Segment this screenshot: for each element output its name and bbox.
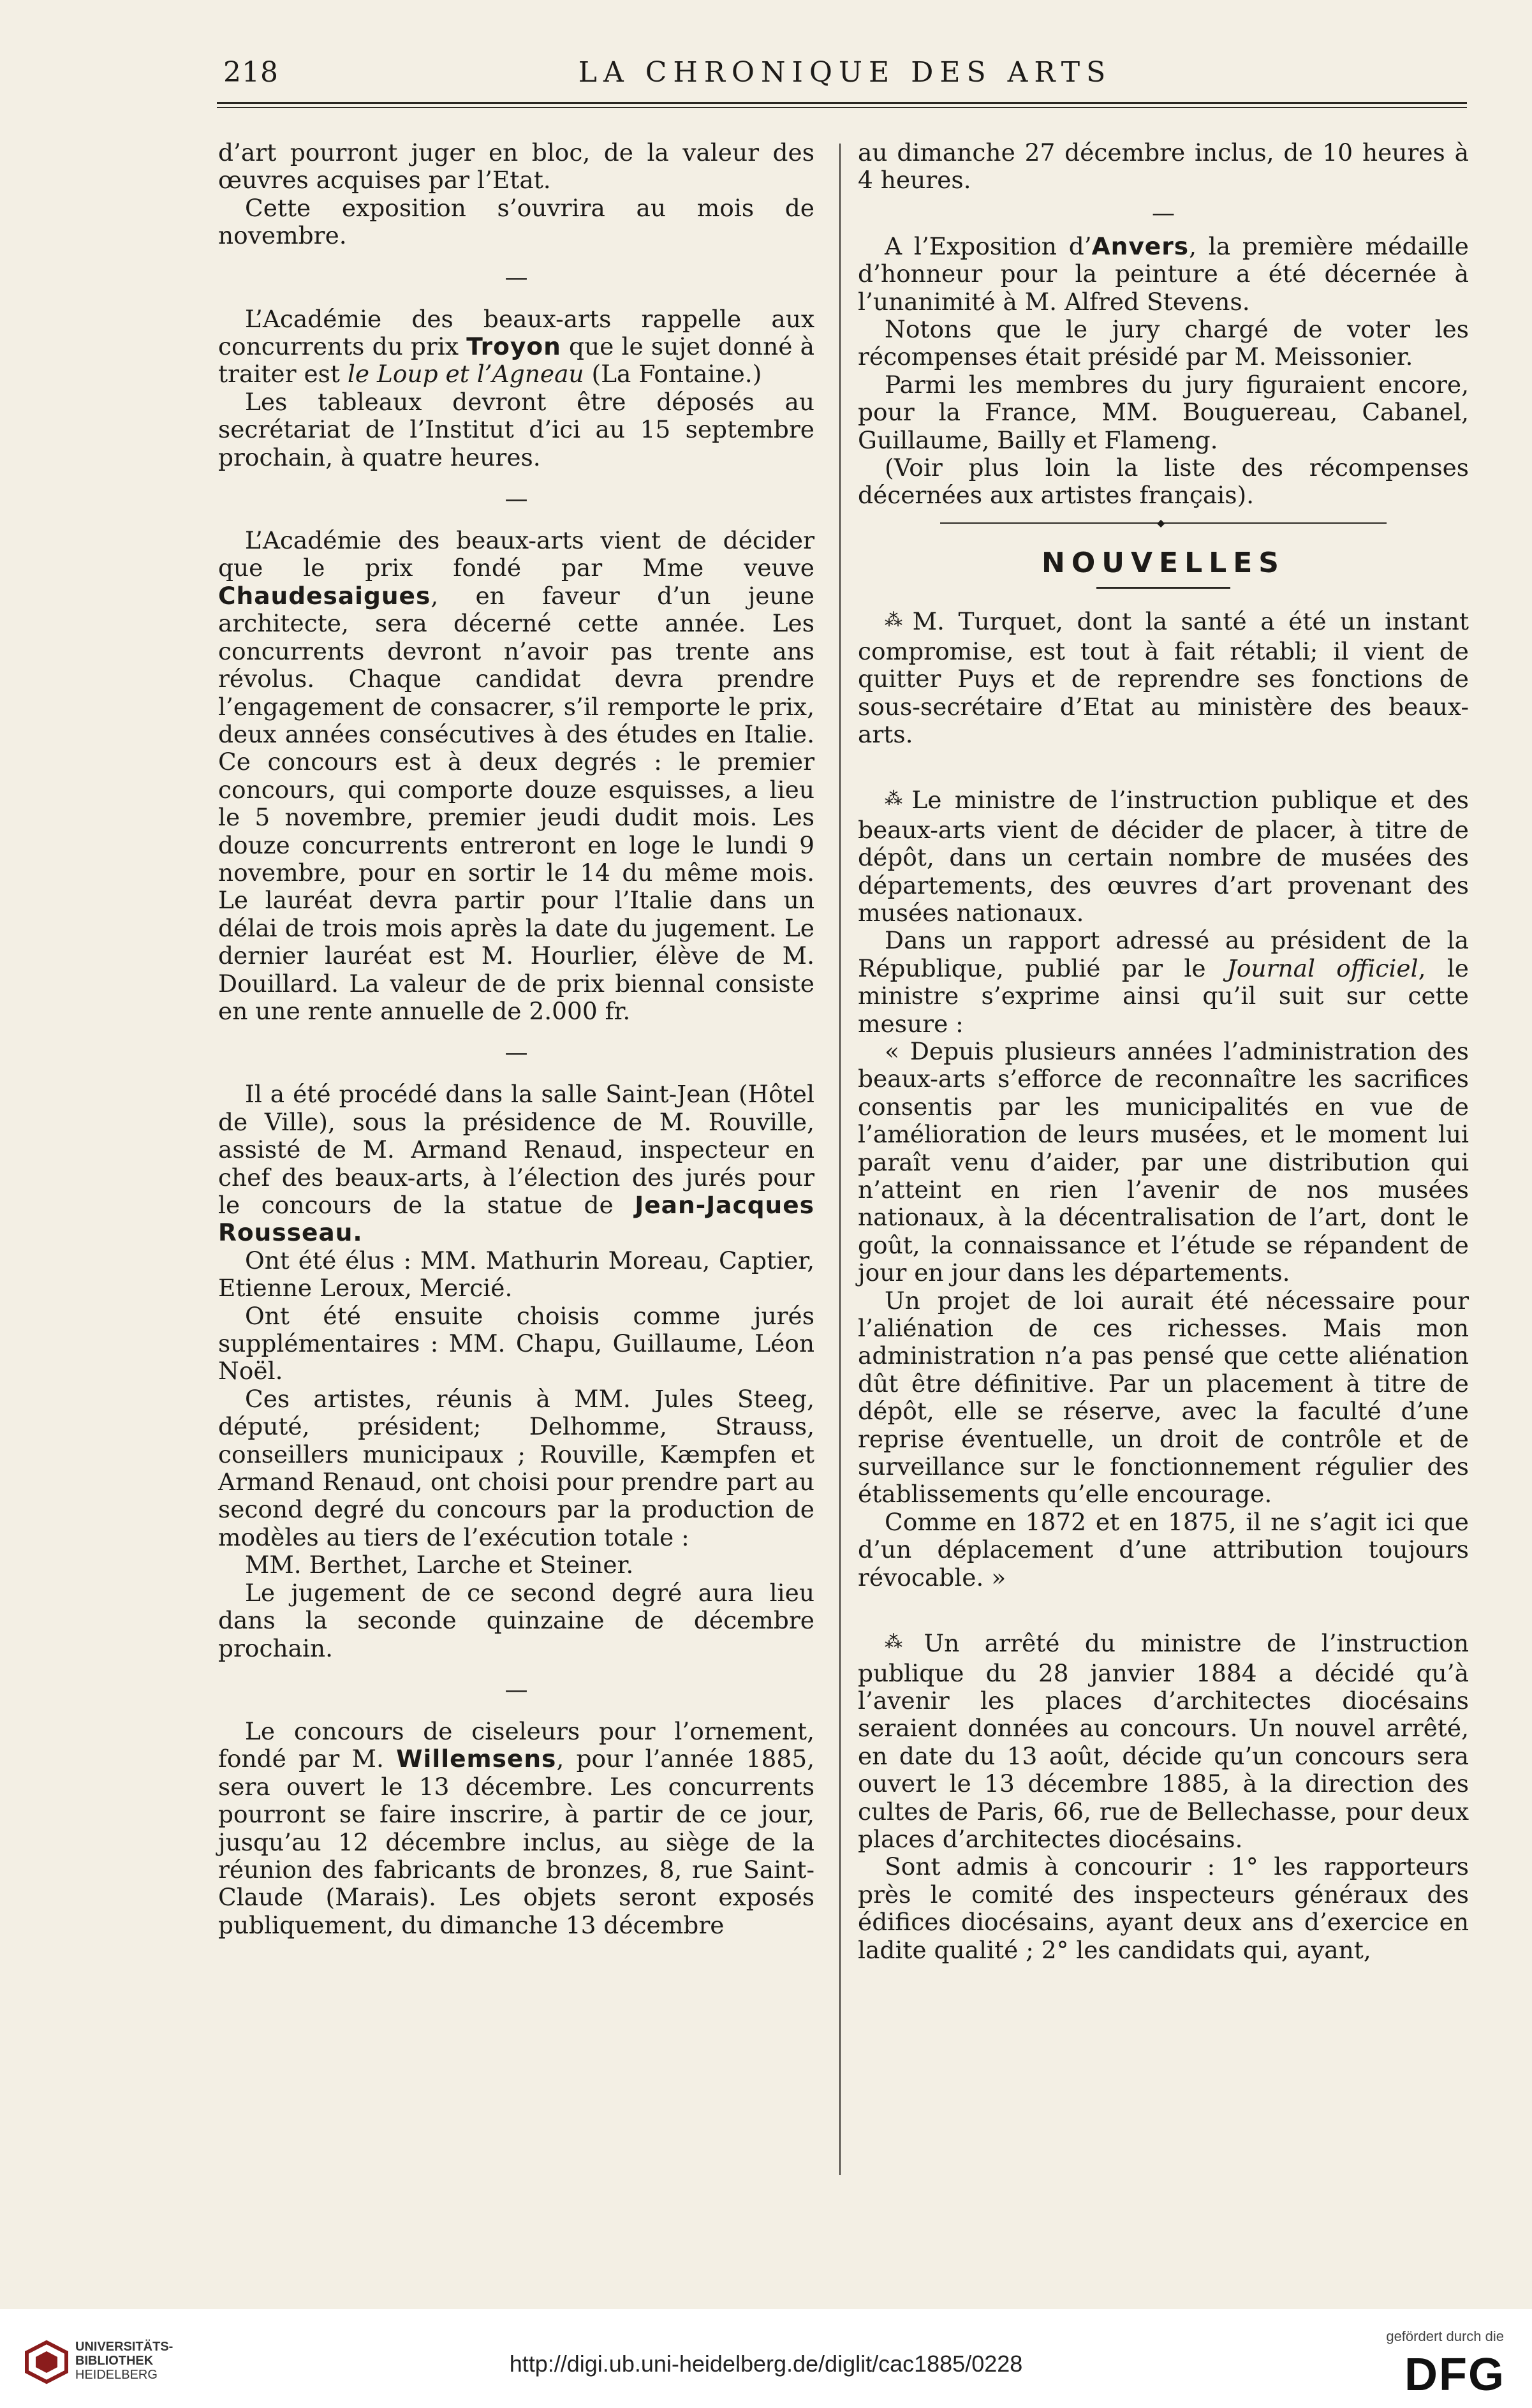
separator-dash: — [1152,200,1175,226]
source-url-link[interactable]: http://digi.ub.uni-heidelberg.de/diglit/cac1885/0228 [509,2351,1023,2377]
left-column [218,139,814,1939]
news-item: ⁂ Un arrêté du ministre de l’instruction publique du 28 janvier 1884 a décidé qu’à l’avenir les places d’architectes diocésains seraient données au concours. Un nouvel arrêté, en date du 13 août, décide qu’un concours sera ouvert le 13 décembre 1885, à la direction des cultes de Paris, 66, rue de Bellechasse, pour deux places d’architectes diocésains. [858,1629,1469,1853]
funded-by-text: gefördert durch die [1386,2328,1504,2344]
spacer [858,1592,1469,1630]
diamond-icon: ◆ [1157,516,1165,529]
paragraph: Un projet de loi aurait été nécessaire pour l’aliénation de ces richesses. Mais mon administration n’a pas pensé que cette aliénation dût être définitive. Par un placement à titre de dépôt, elle se réserve, avec la faculté d’une reprise éventuelle, un droit de contrôle et de surveillance sur le fonctionnement régulier des établissements qu’elle encourage. [858,1286,1469,1509]
running-title: LA CHRONIQUE DES ARTS [578,56,1112,89]
paragraph: MM. Berthet, Larche et Steiner. [245,1551,634,1579]
separator-dash: — [505,1676,528,1703]
library-name: UNIVERSITÄTS- BIBLIOTHEK HEIDELBERG [75,2340,173,2382]
section-heading-block [858,516,1469,589]
paragraph: Les tableaux devront être déposés au secrétariat de l’Institut d’ici au 15 septembre prochain, à quatre heures. [218,387,814,471]
paragraph: Le jugement de ce second degré aura lieu dans la seconde quinzaine de décembre prochain. [218,1578,814,1662]
paragraph: L’Académie des beaux-arts rappelle aux concurrents du prix Troyon que le sujet donné à traiter est le Loup et l’Agneau (La Fontaine.) [218,304,814,388]
paragraph: A l’Exposition d’Anvers, la première médaille d’honneur pour la peinture a été décernée à l’unanimité à M. Alfred Stevens. [858,232,1469,316]
paragraph: L’Académie des beaux-arts vient de décider que le prix fondé par Mme veuve Chaudesaigues, en faveur d’un jeune architecte, sera décerné cette année. Les concurrents devront n’avoir pas trente ans révolus. Chaque candidat devra prendre l’engagement de consacrer, s’il remporte le prix, deux années consécutives à des études en Italie. Ce concours est à deux degrés : le premier concours, qui comporte douze esquisses, a lieu le 5 novembre, premier jeudi dudit mois. Les douze concurrents entreront en loge le lundi 9 novembre, pour en sortir le 14 du même mois. Le lauréat devra partir pour l’Italie dans un délai de trois mois après la date du jugement. Le dernier lauréat est M. Hourlier, élève de M. Douillard. La valeur de de prix biennal consiste en une rente annuelle de 2.000 fr. [218,526,814,1025]
header-rule [217,102,1467,104]
title-underline [1096,587,1230,589]
name-chaudesaigues: Chaudesaigues [218,581,431,610]
right-column [858,139,1469,1964]
dfg-logo: DFG [1404,2349,1505,2400]
paragraph: Ont été élus : MM. Mathurin Moreau, Captier, Etienne Leroux, Mercié. [218,1246,814,1303]
paragraph: Il a été procédé dans la salle Saint-Jean (Hôtel de Ville), sous la présidence de M. Rouville, assisté de M. Armand Renaud, inspecteur en chef des beaux-arts, à l’élection des jurés pour le concours de la statue de Jean-Jacques Rousseau. [218,1080,814,1247]
work-title: le Loup et l’Agneau [347,360,584,388]
section-title: NOUVELLES [1042,546,1285,579]
digitization-footer [0,2309,1532,2408]
paragraph: au dimanche 27 décembre inclus, de 10 heures à 4 heures. [858,138,1469,195]
paragraph: Le concours de ciseleurs pour l’ornement, fondé par M. Willemsens, pour l’année 1885, sera ouvert le 13 décembre. Les concurrents pourront se faire inscrire, à partir de ce jour, jusqu’au 12 décembre inclus, au siège de la réunion des fabricants de bronzes, 8, rue Saint-Claude (Marais). Les objets seront exposés publiquement, du dimanche 13 décembre [218,1717,815,1939]
paragraph: Parmi les membres du jury figuraient encore, pour la France, MM. Bouguereau, Cabanel, Guillaume, Bailly et Flameng. [858,370,1469,454]
paragraph: Ces artistes, réunis à MM. Jules Steeg, député, président; Delhomme, Strauss, conseillers municipaux ; Rouville, Kæmpfen et Armand Renaud, ont choisi pour prendre part au second degré du concours par la production de modèles au tiers de l’exécution totale : [218,1384,814,1551]
spacer [858,748,1469,787]
column-divider [839,144,841,2175]
name-anvers: Anvers [1091,232,1190,260]
ornamental-rule [940,516,1387,529]
paragraph: Dans un rapport adressé au président de la République, publié par le Journal officiel, le ministre s’exprime ainsi qu’il suit sur cette mesure : [858,926,1469,1038]
asterism-icon: ⁂ [885,788,908,809]
separator-dash: — [505,1040,528,1067]
journal-title: Journal officiel [1226,954,1418,982]
page-header [223,56,1467,101]
news-item: ⁂ M. Turquet, dont la santé a été un instant compromise, est tout à fait rétabli; il vient de quitter Puys et de reprendre ses fonctions de sous-secrétaire d’Etat au ministère des beaux-arts. [858,607,1469,748]
paragraph: (Voir plus loin la liste des récompenses décernées aux artistes français). [858,454,1469,510]
news-item: ⁂ Le ministre de l’instruction publique et des beaux-arts vient de décider de placer, à titre de dépôt, dans un certain nombre de musées des départements, des œuvres d’art provenant des musées nationaux. [858,786,1469,927]
name-rousseau: Jean-Jacques Rousseau. [218,1191,814,1247]
paragraph: Comme en 1872 et en 1875, il ne s’agit ici que d’un déplacement d’une attribution toujours révocable. » [858,1507,1469,1592]
asterism-icon: ⁂ [885,609,909,631]
header-rule-thin [217,107,1467,108]
name-willemsens: Willemsens [396,1745,557,1773]
paragraph: Cette exposition s’ouvrira au mois de novembre. [218,193,814,250]
separator-dash: — [505,486,528,513]
name-troyon: Troyon [466,332,561,361]
asterism-icon: ⁂ [885,1631,920,1653]
paragraph: d’art pourront juger en bloc, de la valeur des œuvres acquises par l’Etat. [218,138,814,195]
separator-dash: — [505,264,528,291]
paragraph: Ont été ensuite choisis comme jurés supplémentaires : MM. Chapu, Guillaume, Léon Noël. [218,1301,814,1385]
paragraph: « Depuis plusieurs années l’administration des beaux-arts s’efforce de reconnaître les sacrifices consentis par les municipalités en vue de l’amélioration de leurs musées, et le moment lui paraît venu d’aider, par une distribution qui n’atteint en rien l’avenir de nos musées nationaux, à la décentralisation de l’art, dont le goût, la connaissance et l’étude se répandent de jour en jour dans les départements. [858,1037,1469,1287]
paragraph: Sont admis à concourir : 1° les rapporteurs près le comité des inspecteurs généraux des édifices diocésains, ayant deux ans d’exercice en ladite qualité ; 2° les candidats qui, ayant, [858,1852,1469,1964]
paragraph: Notons que le jury chargé de voter les récompenses était présidé par M. Meissonier. [858,315,1469,371]
page-number: 218 [223,56,279,89]
